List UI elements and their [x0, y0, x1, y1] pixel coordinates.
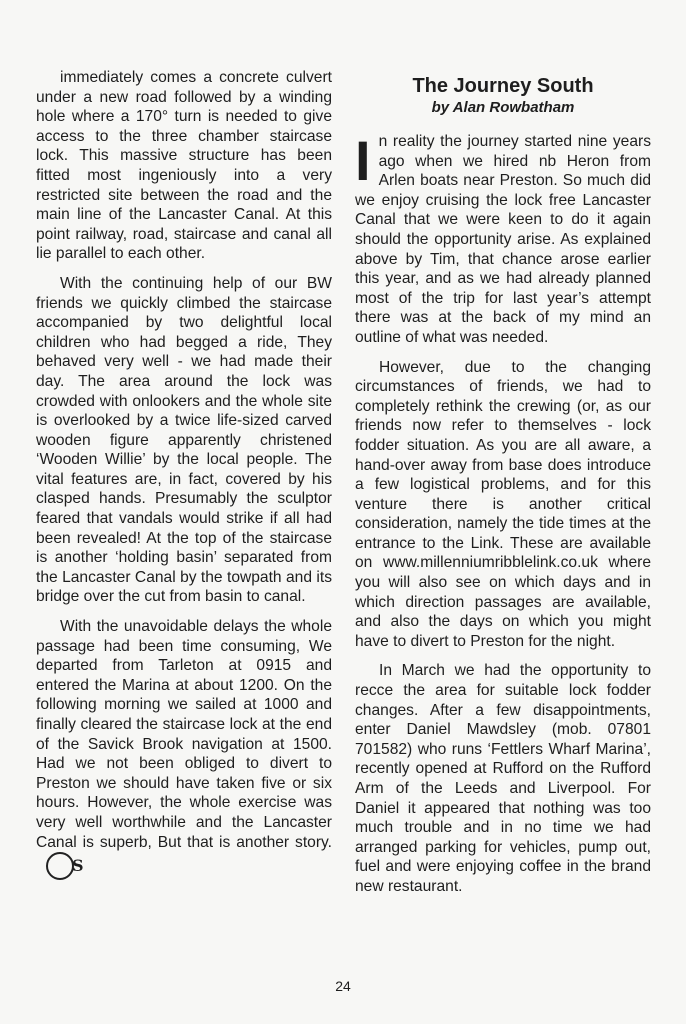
- end-of-article-icon: S: [46, 852, 74, 880]
- left-paragraph-3: [36, 617, 332, 880]
- page-number: 24: [335, 978, 351, 994]
- article-byline: by Alan Rowbatham: [431, 99, 575, 116]
- left-paragraph-1: immediately comes a concrete culvert under a new road followed by a winding hole where a 170° turn is needed to give access to the three chamber staircase lock. This massive structure has been fitted most ingeniously into a very restricted site between the road and the main line of the Lancaster Canal. At this point railway, road, staircase and canal all lie parallel to each other.: [36, 69, 332, 263]
- right-paragraph-2: However, due to the changing circumstances of friends, we had to completely rethink the crewing (or, as our friends now refer to themselves - lock fodder situation. As you are all aware, a hand-over away from base does introduce a few logistical problems, and for this venture there is another critical consideration, namely the tide times at the entrance to the Link. These are available on www.millenniumribblelink.co.uk where you will also see on which days and in which direction passages are available, and also the days on which you might have to divert to Preston for the night.: [355, 358, 651, 650]
- left-column: [36, 68, 332, 890]
- article-title: The Journey South: [412, 75, 594, 97]
- right-paragraph-1: [355, 129, 651, 348]
- right-paragraph-1-text: n reality the journey started nine years ago when we hired nb Heron from Arlen boats near Preston. So much did we enjoy cruising the lock free Lancaster Canal that we were keen to do it again should the opportunity arise. As explained above by Tim, that chance arose earlier this year, and as we had already planned most of the trip for last year’s attempt there was at the back of my mind an outline of what was needed.: [355, 133, 651, 346]
- left-paragraph-2: With the continuing help of our BW friends we quickly climbed the staircase accompanied by two delightful local children who had begged a ride, They behaved very well - we had made their day. The area around the lock was crowded with onlookers and the whole site is overlooked by a twice life-sized carved wooden figure apparently christened ‘Wooden Willie’ by the local people. The vital features are, in fact, covered by his clasped hands. Presumably the sculptor feared that vandals would strike if all had been revealed! At the top of the staircase is another ‘holding basin’ separated from the Lancaster Canal by the towpath and its bridge over the cut from basin to canal.: [36, 274, 332, 606]
- right-paragraph-3: In March we had the opportunity to recce the area for suitable lock fodder changes. After a few disappointments, enter Daniel Mawdsley (mob. 07801 701582) who runs ‘Fettlers Wharf Marina’, recently opened at Rufford on the Rufford Arm of the Leeds and Liverpool. For Daniel it appeared that nothing was too much trouble and in no time we had arranged parking for vehicles, pump out, fuel and were enjoying coffee in the brand new restaurant.: [355, 662, 651, 895]
- left-paragraph-3-text: With the unavoidable delays the whole passage had been time consuming, We departed from Tarleton at 0915 and entered the Marina at about 1200. On the following morning we sailed at 1000 and finally cleared the staircase lock at the end of the Savick Brook navigation at 1500. Had we not been obliged to divert to Preston we should have taken five or six hours. However, the whole exercise was very well worthwhile and the Lancaster Canal is superb, But that is another story.: [36, 618, 332, 851]
- right-column: [355, 74, 651, 907]
- drop-cap: I: [355, 129, 371, 192]
